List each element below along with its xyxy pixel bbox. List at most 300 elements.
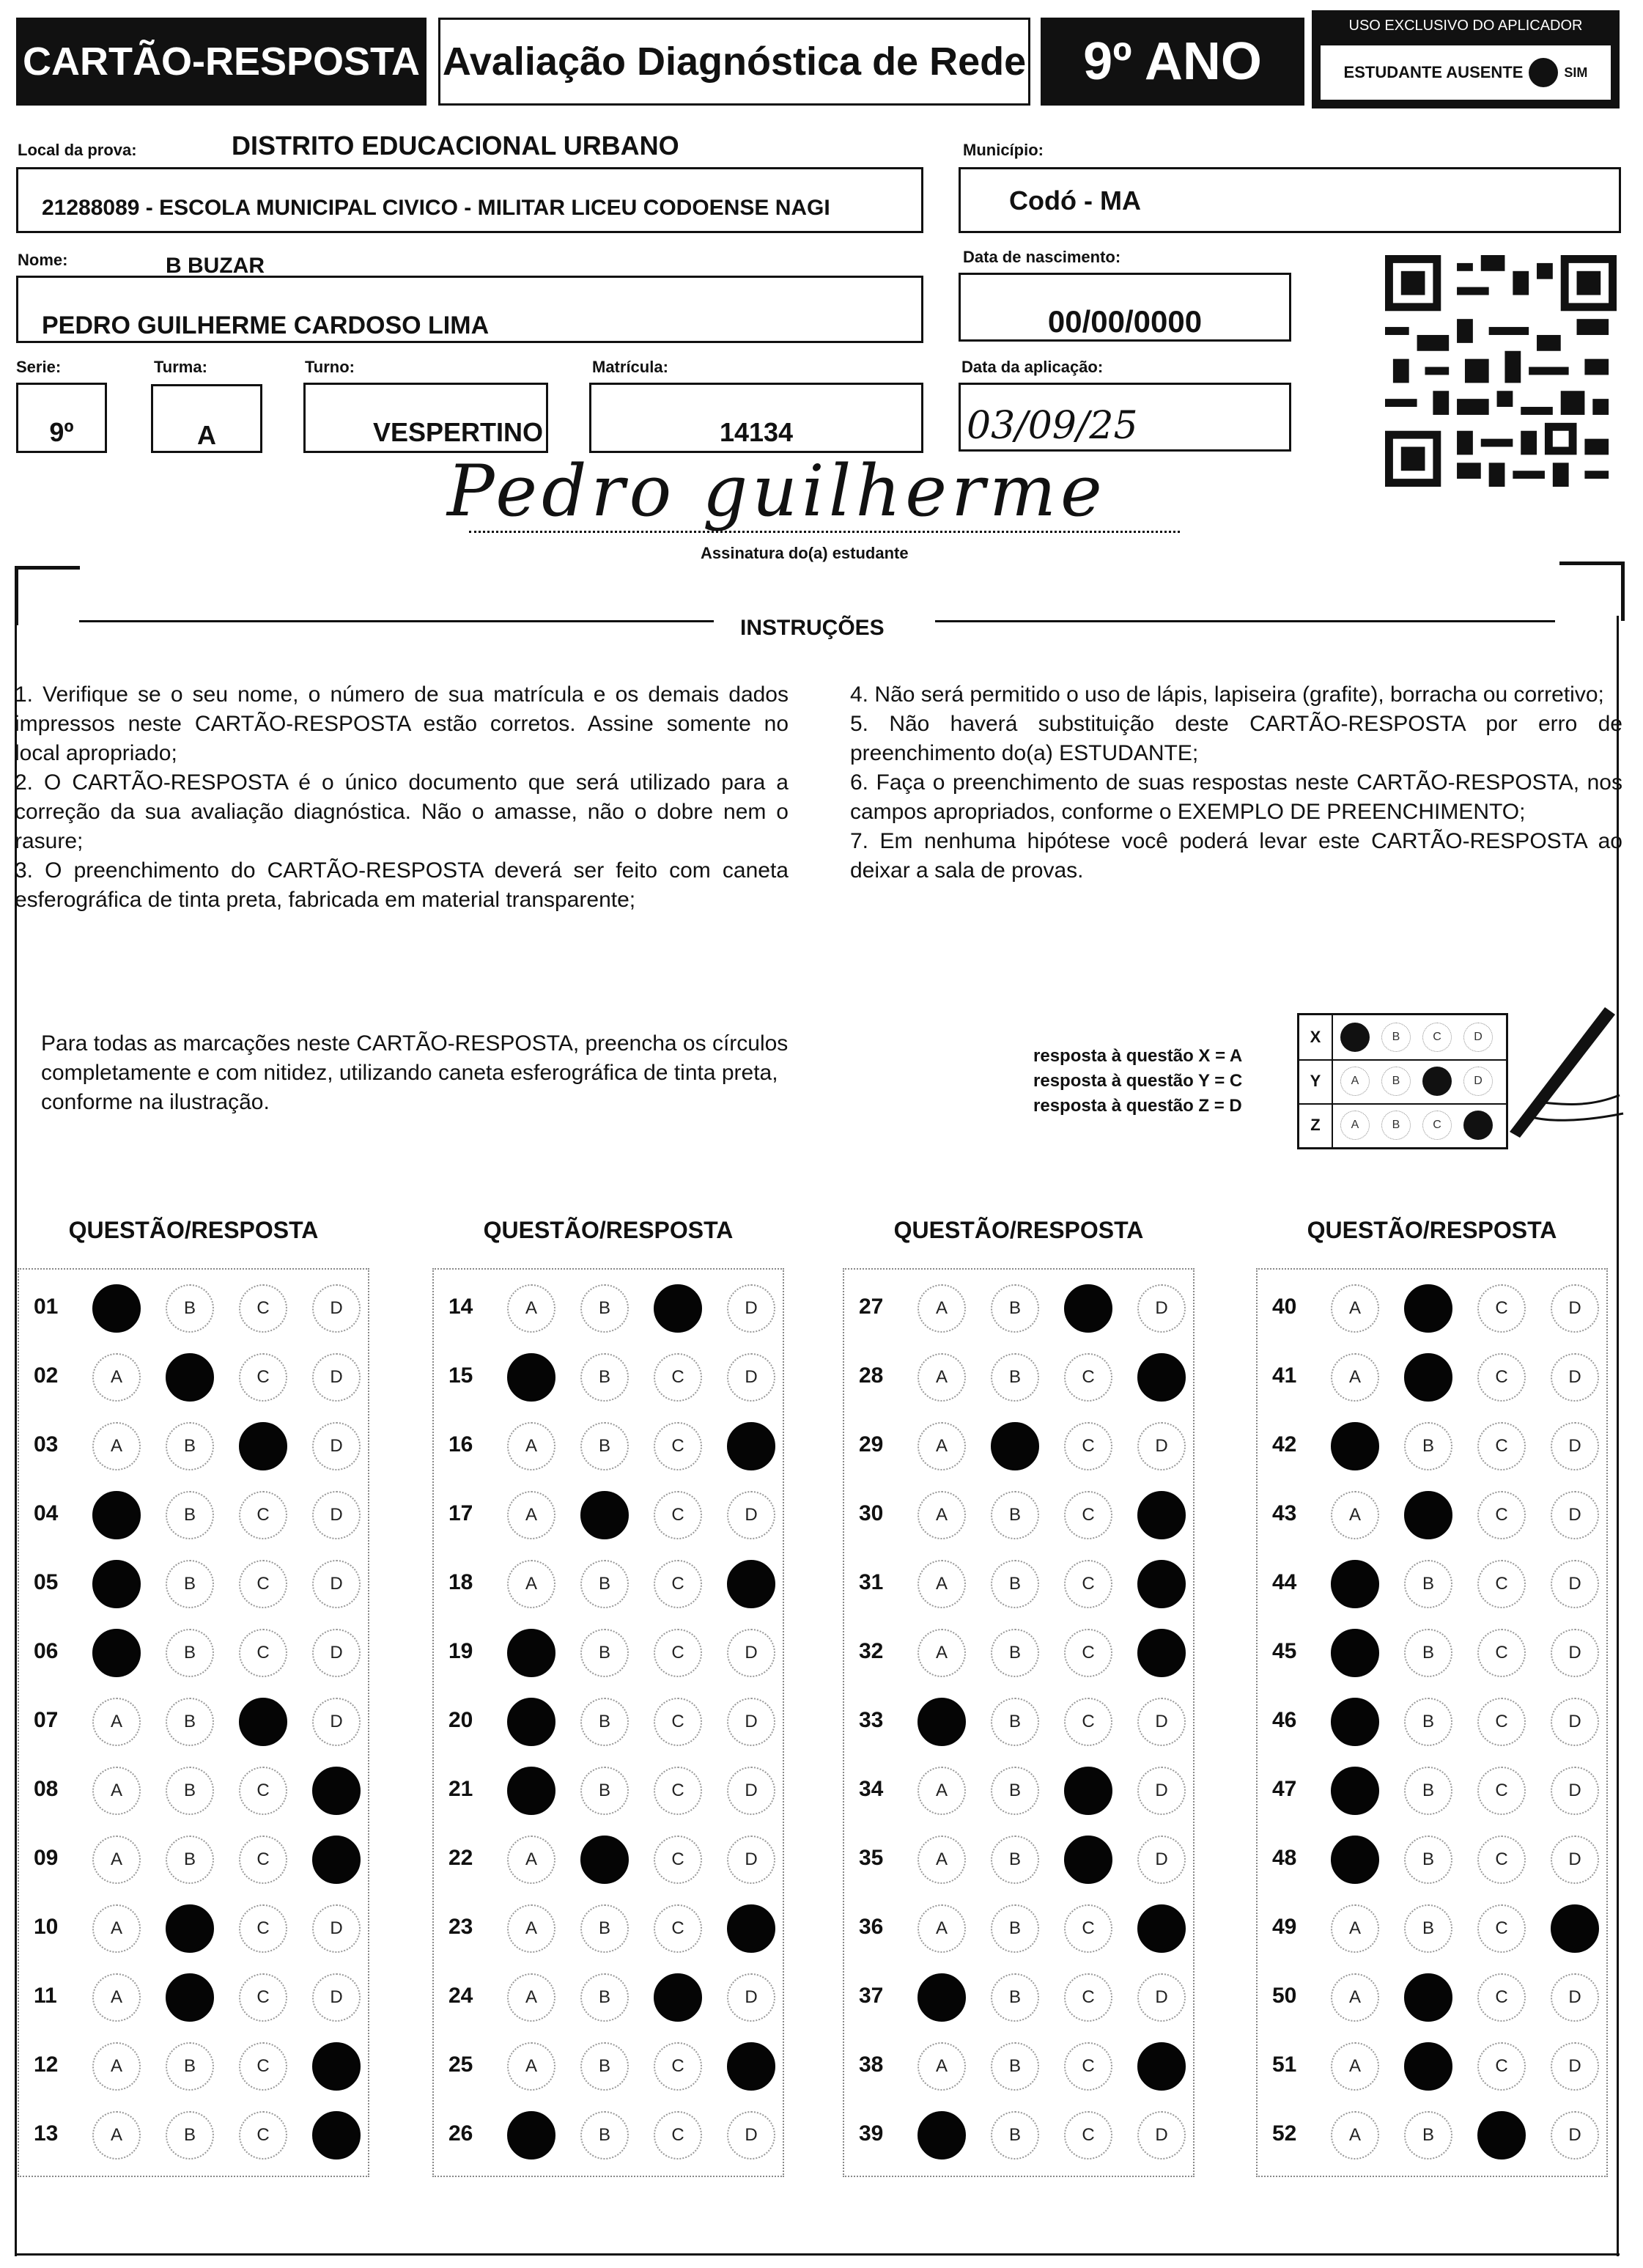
answer-bubble-d[interactable]: D	[312, 1284, 361, 1333]
answer-bubble-d[interactable]	[1137, 1629, 1186, 1677]
answer-bubble-b[interactable]	[580, 1836, 629, 1884]
answer-bubble-b[interactable]	[166, 1904, 214, 1953]
question-number: 32	[859, 1639, 884, 1663]
answer-bubble-a[interactable]	[92, 1284, 141, 1333]
answer-bubble-a[interactable]	[92, 1491, 141, 1539]
answer-bubble-b[interactable]: B	[1404, 1698, 1452, 1746]
answer-row	[434, 1825, 783, 1894]
answer-bubble-b[interactable]	[1404, 1284, 1452, 1333]
question-number: 49	[1272, 1915, 1297, 1939]
example-row	[1299, 1059, 1506, 1105]
question-number: 20	[448, 1708, 473, 1732]
answer-bubble-a[interactable]: A	[92, 2111, 141, 2160]
answer-bubble-b[interactable]: B	[991, 1629, 1039, 1677]
answer-row	[434, 1756, 783, 1825]
answer-bubble-a[interactable]	[92, 1629, 141, 1677]
answer-bubble-d[interactable]: D	[1551, 2042, 1599, 2091]
question-number: 52	[1272, 2121, 1297, 2146]
question-number: 51	[1272, 2052, 1297, 2077]
answer-bubble-c[interactable]: C	[1064, 2042, 1112, 2091]
answer-row	[1258, 1274, 1606, 1343]
answer-bubble-c[interactable]: C	[1064, 1491, 1112, 1539]
instruction-7: 7. Em nenhuma hipótese você poderá levar este CARTÃO-RESPOSTA ao deixar a sala de provas.	[850, 829, 1622, 883]
answer-bubble-d[interactable]: D	[312, 1353, 361, 1402]
answer-bubble-c[interactable]: C	[654, 1767, 702, 1815]
answer-bubble-d[interactable]: D	[1137, 1836, 1186, 1884]
answer-bubble-d[interactable]: D	[1551, 1629, 1599, 1677]
answer-bubble-c[interactable]	[1477, 2111, 1526, 2160]
question-number: 37	[859, 1984, 884, 2008]
answer-bubble-a[interactable]	[1331, 1767, 1379, 1815]
question-number: 12	[34, 2052, 59, 2077]
question-number: 04	[34, 1501, 59, 1525]
answer-bubble-c[interactable]: C	[654, 2042, 702, 2091]
answer-bubble-a[interactable]: A	[918, 1560, 966, 1608]
answer-column-header: QUESTÃO/RESPOSTA	[1307, 1217, 1557, 1243]
answer-bubble-b[interactable]: B	[1404, 1629, 1452, 1677]
answer-bubble-d[interactable]	[1137, 1904, 1186, 1953]
answer-bubble-d[interactable]: D	[727, 1284, 775, 1333]
question-number: 41	[1272, 1363, 1297, 1388]
answer-bubble-d[interactable]	[312, 1767, 361, 1815]
answer-bubble-a[interactable]	[507, 1353, 555, 1402]
answer-bubble-d[interactable]: D	[727, 1767, 775, 1815]
answer-bubble-a[interactable]: A	[918, 1353, 966, 1402]
answer-row	[19, 1481, 368, 1550]
answer-bubble-d[interactable]	[727, 1904, 775, 1953]
answer-bubble-b[interactable]: B	[991, 2111, 1039, 2160]
answer-bubble-a[interactable]	[1331, 1698, 1379, 1746]
answer-bubble-c[interactable]: C	[654, 1698, 702, 1746]
answer-bubble-d[interactable]: D	[1137, 1973, 1186, 2022]
example-bubble-b: B	[1381, 1023, 1411, 1052]
question-number: 31	[859, 1570, 884, 1594]
answer-bubble-c[interactable]: C	[654, 1560, 702, 1608]
instruction-5: 5. Não haverá substituição deste CARTÃO-RESPOSTA por erro de preenchimento do(a) ESTUDANTE;	[850, 712, 1622, 765]
answer-bubble-d[interactable]: D	[312, 1698, 361, 1746]
answer-bubble-d[interactable]: D	[1551, 1698, 1599, 1746]
example-bubble-b: B	[1381, 1111, 1411, 1140]
answer-bubble-b[interactable]: B	[166, 1629, 214, 1677]
answer-row	[19, 1963, 368, 2032]
turma-text: A	[197, 420, 216, 450]
answer-bubble-c[interactable]: C	[1477, 1491, 1526, 1539]
example-row-label: Z	[1299, 1103, 1333, 1147]
turno-text: VESPERTINO	[372, 417, 543, 447]
absent-box	[1321, 45, 1611, 100]
answer-bubble-b[interactable]: B	[991, 1698, 1039, 1746]
answer-row	[19, 1894, 368, 1963]
answer-bubble-d[interactable]	[1137, 1353, 1186, 1402]
instruction-1: 1. Verifique se o seu nome, o número de sua matrícula e os demais dados impressos neste CARTÃO-RESPOSTA estão corretos. Assine somente no local apropriado;	[15, 682, 789, 765]
answer-bubble-c[interactable]: C	[1477, 1836, 1526, 1884]
answer-bubble-d[interactable]: D	[312, 1629, 361, 1677]
pen-icon	[1495, 993, 1627, 1139]
answer-bubble-b[interactable]: B	[991, 1353, 1039, 1402]
example-line-z: resposta à questão Z = D	[1033, 1096, 1242, 1116]
answer-bubble-b[interactable]: B	[166, 1836, 214, 1884]
answer-bubble-b[interactable]: B	[1404, 1904, 1452, 1953]
answer-bubble-b[interactable]	[991, 1422, 1039, 1470]
answer-bubble-d[interactable]: D	[727, 1353, 775, 1402]
answer-bubble-c[interactable]: C	[1064, 1629, 1112, 1677]
answer-bubble-b[interactable]: B	[166, 1284, 214, 1333]
answer-bubble-c[interactable]: C	[1477, 1284, 1526, 1333]
answer-bubble-a[interactable]: A	[1331, 2111, 1379, 2160]
answer-bubble-d[interactable]	[1137, 1491, 1186, 1539]
answer-bubble-b[interactable]: B	[991, 1904, 1039, 1953]
answer-bubble-d[interactable]: D	[1137, 1767, 1186, 1815]
answer-bubble-c[interactable]: C	[1477, 1629, 1526, 1677]
answer-bubble-d[interactable]: D	[1551, 1836, 1599, 1884]
answer-bubble-b[interactable]: B	[580, 1422, 629, 1470]
signature: Pedro guilherme	[447, 450, 1107, 532]
answer-row	[1258, 1619, 1606, 1687]
card-title	[16, 18, 427, 106]
answer-bubble-a[interactable]	[507, 1629, 555, 1677]
answer-bubble-a[interactable]: A	[918, 2042, 966, 2091]
answer-bubble-b[interactable]	[1404, 1491, 1452, 1539]
answer-row	[844, 1481, 1193, 1550]
answer-bubble-b[interactable]: B	[991, 1836, 1039, 1884]
answer-bubble-a[interactable]: A	[918, 1904, 966, 1953]
answer-bubble-a[interactable]: A	[918, 1767, 966, 1815]
answer-bubble-b[interactable]: B	[166, 2111, 214, 2160]
turma-label: Turma:	[154, 358, 207, 376]
answer-bubble-c[interactable]: C	[239, 2042, 287, 2091]
answer-bubble-a[interactable]: A	[92, 1973, 141, 2022]
absent-bubble[interactable]	[1529, 58, 1558, 87]
answer-bubble-c[interactable]	[1064, 1284, 1112, 1333]
signature-label: Assinatura do(a) estudante	[701, 544, 909, 562]
answer-row	[844, 1687, 1193, 1756]
answer-bubble-a[interactable]: A	[507, 1836, 555, 1884]
question-number: 43	[1272, 1501, 1297, 1525]
answer-row	[1258, 1412, 1606, 1481]
example-text: Para todas as marcações neste CARTÃO-RESPOSTA, preencha os círculos completamente e com nitidez, utilizando caneta esferográfica de tinta preta, conforme na ilustração.	[41, 1031, 789, 1114]
question-number: 01	[34, 1295, 59, 1319]
answer-row	[434, 1481, 783, 1550]
answer-bubble-c[interactable]: C	[239, 1904, 287, 1953]
answer-row	[844, 1412, 1193, 1481]
answer-bubble-d[interactable]	[727, 1422, 775, 1470]
answer-bubble-a[interactable]: A	[507, 1560, 555, 1608]
answer-bubble-d[interactable]	[727, 2042, 775, 2091]
answer-bubble-c[interactable]: C	[654, 2111, 702, 2160]
question-number: 14	[448, 1295, 473, 1319]
answer-bubble-c[interactable]: C	[654, 1491, 702, 1539]
answer-bubble-a[interactable]: A	[92, 1353, 141, 1402]
instruction-4: 4. Não será permitido o uso de lápis, lapiseira (grafite), borracha ou corretivo;	[850, 682, 1604, 707]
answer-bubble-b[interactable]: B	[991, 1491, 1039, 1539]
answer-bubble-d[interactable]: D	[1551, 1767, 1599, 1815]
example-bubble-d	[1463, 1111, 1493, 1140]
answer-bubble-a[interactable]: A	[1331, 1284, 1379, 1333]
answer-bubble-a[interactable]: A	[1331, 1904, 1379, 1953]
answer-bubble-d[interactable]	[1551, 1904, 1599, 1953]
answer-bubble-d[interactable]: D	[1551, 1973, 1599, 2022]
answer-bubble-c[interactable]: C	[239, 1284, 287, 1333]
answer-bubble-c[interactable]: C	[654, 1904, 702, 1953]
answer-bubble-b[interactable]	[1404, 2042, 1452, 2091]
instructions-title: INSTRUÇÕES	[740, 616, 885, 640]
answer-bubble-b[interactable]: B	[166, 1560, 214, 1608]
question-number: 26	[448, 2121, 473, 2146]
nome-text: PEDRO GUILHERME CARDOSO LIMA	[42, 312, 490, 339]
answer-column	[843, 1268, 1195, 2177]
answer-column	[1256, 1268, 1608, 2177]
answer-bubble-b[interactable]: B	[991, 1284, 1039, 1333]
answer-bubble-d[interactable]: D	[1137, 1284, 1186, 1333]
absent-label: ESTUDANTE AUSENTE	[1343, 63, 1524, 81]
answer-bubble-d[interactable]: D	[727, 1973, 775, 2022]
answer-bubble-a[interactable]: A	[918, 1629, 966, 1677]
answer-bubble-d[interactable]	[727, 1560, 775, 1608]
answer-bubble-b[interactable]: B	[1404, 2111, 1452, 2160]
answer-bubble-a[interactable]	[918, 1973, 966, 2022]
answer-bubble-c[interactable]	[654, 1284, 702, 1333]
answer-bubble-a[interactable]	[918, 2111, 966, 2160]
answer-bubble-b[interactable]: B	[580, 1767, 629, 1815]
question-number: 36	[859, 1915, 884, 1939]
answer-bubble-d[interactable]: D	[312, 1973, 361, 2022]
question-number: 09	[34, 1846, 59, 1870]
answer-bubble-c[interactable]: C	[1477, 1560, 1526, 1608]
answer-bubble-a[interactable]: A	[92, 1904, 141, 1953]
answer-bubble-b[interactable]: B	[580, 1284, 629, 1333]
answer-bubble-b[interactable]: B	[991, 1560, 1039, 1608]
answer-bubble-b[interactable]	[1404, 1353, 1452, 1402]
answer-bubble-b[interactable]: B	[1404, 1836, 1452, 1884]
answer-bubble-a[interactable]	[507, 1698, 555, 1746]
answer-bubble-d[interactable]	[312, 2042, 361, 2091]
answer-bubble-c[interactable]: C	[239, 1629, 287, 1677]
answer-bubble-b[interactable]	[166, 1353, 214, 1402]
answer-bubble-b[interactable]: B	[166, 1422, 214, 1470]
answer-bubble-a[interactable]: A	[92, 2042, 141, 2091]
answer-row	[434, 1894, 783, 1963]
answer-bubble-a[interactable]: A	[507, 1284, 555, 1333]
answer-bubble-c[interactable]: C	[654, 1836, 702, 1884]
answer-bubble-d[interactable]: D	[1551, 1491, 1599, 1539]
question-number: 38	[859, 2052, 884, 2077]
answer-bubble-c[interactable]: C	[654, 1629, 702, 1677]
answer-bubble-a[interactable]	[1331, 1836, 1379, 1884]
nome-label: Nome:	[18, 251, 68, 269]
answer-bubble-d[interactable]: D	[1551, 2111, 1599, 2160]
answer-bubble-d[interactable]: D	[1551, 1353, 1599, 1402]
answer-bubble-a[interactable]	[918, 1698, 966, 1746]
answer-bubble-a[interactable]	[507, 1767, 555, 1815]
answer-bubble-b[interactable]	[1404, 1973, 1452, 2022]
answer-bubble-a[interactable]	[1331, 1422, 1379, 1470]
answer-bubble-b[interactable]: B	[580, 1904, 629, 1953]
question-number: 19	[448, 1639, 473, 1663]
answer-bubble-a[interactable]: A	[507, 2042, 555, 2091]
answer-bubble-a[interactable]	[92, 1560, 141, 1608]
answer-bubble-a[interactable]: A	[918, 1836, 966, 1884]
answer-bubble-c[interactable]: C	[1064, 1422, 1112, 1470]
answer-bubble-d[interactable]: D	[1551, 1284, 1599, 1333]
answer-bubble-d[interactable]: D	[727, 1629, 775, 1677]
answer-row	[844, 1825, 1193, 1894]
answer-bubble-b[interactable]	[166, 1973, 214, 2022]
answer-bubble-c[interactable]: C	[239, 1491, 287, 1539]
answer-bubble-b[interactable]	[580, 1491, 629, 1539]
answer-bubble-c[interactable]: C	[1064, 1973, 1112, 2022]
answer-bubble-c[interactable]: C	[239, 2111, 287, 2160]
answer-bubble-b[interactable]: B	[1404, 1767, 1452, 1815]
answer-bubble-a[interactable]: A	[92, 1836, 141, 1884]
answer-bubble-d[interactable]: D	[727, 1698, 775, 1746]
answer-bubble-a[interactable]: A	[1331, 2042, 1379, 2091]
answer-bubble-d[interactable]: D	[727, 1836, 775, 1884]
answer-bubble-c[interactable]: C	[1064, 1698, 1112, 1746]
instruction-6: 6. Faça o preenchimento de suas respostas neste CARTÃO-RESPOSTA, nos campos apropriados, conforme o EXEMPLO DE PREENCHIMENTO;	[850, 770, 1622, 824]
answer-bubble-a[interactable]: A	[1331, 1491, 1379, 1539]
answer-row	[434, 1550, 783, 1619]
answer-bubble-a[interactable]	[1331, 1560, 1379, 1608]
answer-bubble-d[interactable]	[312, 2111, 361, 2160]
answer-bubble-b[interactable]: B	[580, 2042, 629, 2091]
answer-row	[844, 1756, 1193, 1825]
answer-bubble-a[interactable]: A	[507, 1491, 555, 1539]
answer-bubble-b[interactable]: B	[991, 1767, 1039, 1815]
answer-row	[434, 1412, 783, 1481]
answer-bubble-c[interactable]: C	[1477, 1973, 1526, 2022]
answer-bubble-a[interactable]	[507, 2111, 555, 2160]
question-number: 39	[859, 2121, 884, 2146]
answer-bubble-d[interactable]: D	[1137, 1698, 1186, 1746]
answer-bubble-a[interactable]: A	[918, 1284, 966, 1333]
answer-row	[434, 1274, 783, 1343]
answer-bubble-b[interactable]: B	[1404, 1560, 1452, 1608]
answer-bubble-b[interactable]: B	[580, 1353, 629, 1402]
answer-bubble-d[interactable]	[312, 1836, 361, 1884]
school-field	[16, 167, 923, 233]
answer-bubble-a[interactable]: A	[507, 1422, 555, 1470]
answer-bubble-c[interactable]	[239, 1698, 287, 1746]
answer-bubble-b[interactable]: B	[580, 1560, 629, 1608]
answer-bubble-c[interactable]	[1064, 1767, 1112, 1815]
answer-bubble-c[interactable]: C	[654, 1353, 702, 1402]
card-title-text: CARTÃO-RESPOSTA	[22, 40, 420, 84]
answer-bubble-a[interactable]: A	[507, 1973, 555, 2022]
answer-row	[1258, 1894, 1606, 1963]
answer-bubble-d[interactable]: D	[312, 1422, 361, 1470]
answer-bubble-c[interactable]: C	[239, 1560, 287, 1608]
answer-bubble-d[interactable]: D	[1137, 1422, 1186, 1470]
answer-bubble-c[interactable]: C	[239, 1353, 287, 1402]
answer-bubble-d[interactable]: D	[312, 1904, 361, 1953]
answer-bubble-c[interactable]: C	[654, 1422, 702, 1470]
answer-bubble-b[interactable]: B	[166, 1698, 214, 1746]
answer-bubble-c[interactable]: C	[1477, 1422, 1526, 1470]
answer-bubble-a[interactable]: A	[1331, 1973, 1379, 2022]
answer-bubble-b[interactable]: B	[166, 1767, 214, 1815]
answer-bubble-c[interactable]: C	[239, 1767, 287, 1815]
answer-bubble-d[interactable]: D	[312, 1560, 361, 1608]
answer-bubble-a[interactable]: A	[918, 1491, 966, 1539]
answer-row	[844, 2032, 1193, 2101]
answer-bubble-d[interactable]: D	[312, 1491, 361, 1539]
answer-row	[844, 1343, 1193, 1412]
answer-bubble-d[interactable]	[1137, 1560, 1186, 1608]
answer-bubble-b[interactable]: B	[580, 2111, 629, 2160]
answer-bubble-a[interactable]	[1331, 1629, 1379, 1677]
answer-row	[1258, 1756, 1606, 1825]
answer-row	[434, 1963, 783, 2032]
question-number: 48	[1272, 1846, 1297, 1870]
answer-row	[19, 1274, 368, 1343]
answer-bubble-d[interactable]: D	[1551, 1560, 1599, 1608]
question-number: 29	[859, 1432, 884, 1457]
answer-bubble-a[interactable]: A	[92, 1767, 141, 1815]
school-text: 21288089 - ESCOLA MUNICIPAL CIVICO - MILITAR LICEU CODOENSE NAGI	[42, 196, 830, 220]
answer-row	[19, 1756, 368, 1825]
question-number: 17	[448, 1501, 473, 1525]
answer-bubble-c[interactable]: C	[1477, 1904, 1526, 1953]
answer-bubble-a[interactable]: A	[92, 1698, 141, 1746]
answer-bubble-c[interactable]: C	[1064, 1904, 1112, 1953]
answer-bubble-c[interactable]: C	[1477, 2042, 1526, 2091]
answer-bubble-c[interactable]: C	[239, 1973, 287, 2022]
answer-bubble-c[interactable]	[239, 1422, 287, 1470]
question-number: 15	[448, 1363, 473, 1388]
answer-bubble-b[interactable]: B	[166, 2042, 214, 2091]
example-row	[1299, 1103, 1506, 1147]
answer-row	[844, 2101, 1193, 2170]
answer-bubble-b[interactable]: B	[166, 1491, 214, 1539]
serie-text: 9º	[49, 417, 74, 447]
question-number: 03	[34, 1432, 59, 1457]
answer-row	[1258, 1550, 1606, 1619]
answer-bubble-d[interactable]: D	[1551, 1422, 1599, 1470]
answer-bubble-a[interactable]: A	[1331, 1353, 1379, 1402]
answer-bubble-b[interactable]: B	[991, 2042, 1039, 2091]
answer-bubble-a[interactable]: A	[507, 1904, 555, 1953]
answer-bubble-d[interactable]: D	[727, 1491, 775, 1539]
answer-bubble-a[interactable]: A	[918, 1422, 966, 1470]
grade-label	[1041, 18, 1304, 106]
answer-bubble-d[interactable]	[1137, 2042, 1186, 2091]
answer-bubble-c[interactable]: C	[1477, 1698, 1526, 1746]
instructions-rule-left	[79, 620, 714, 622]
answer-bubble-c[interactable]	[654, 1973, 702, 2022]
answer-bubble-b[interactable]: B	[580, 1973, 629, 2022]
answer-bubble-c[interactable]: C	[1477, 1353, 1526, 1402]
answer-bubble-c[interactable]: C	[1064, 1560, 1112, 1608]
answer-row	[434, 1687, 783, 1756]
answer-bubble-b[interactable]: B	[1404, 1422, 1452, 1470]
answer-row	[1258, 1687, 1606, 1756]
matricula-field	[589, 383, 923, 453]
question-number: 33	[859, 1708, 884, 1732]
answer-bubble-b[interactable]: B	[991, 1973, 1039, 2022]
answer-bubble-c[interactable]: C	[1064, 1353, 1112, 1402]
answer-bubble-c[interactable]: C	[1477, 1767, 1526, 1815]
answer-bubble-b[interactable]: B	[580, 1698, 629, 1746]
answer-bubble-c[interactable]: C	[1064, 2111, 1112, 2160]
answer-bubble-d[interactable]: D	[1137, 2111, 1186, 2160]
answer-bubble-c[interactable]: C	[239, 1836, 287, 1884]
answer-bubble-a[interactable]: A	[92, 1422, 141, 1470]
answer-bubble-b[interactable]: B	[580, 1629, 629, 1677]
applicator-label: USO EXCLUSIVO DO APLICADOR	[1348, 18, 1583, 34]
answer-bubble-c[interactable]	[1064, 1836, 1112, 1884]
question-number: 16	[448, 1432, 473, 1457]
answer-bubble-d[interactable]: D	[727, 2111, 775, 2160]
